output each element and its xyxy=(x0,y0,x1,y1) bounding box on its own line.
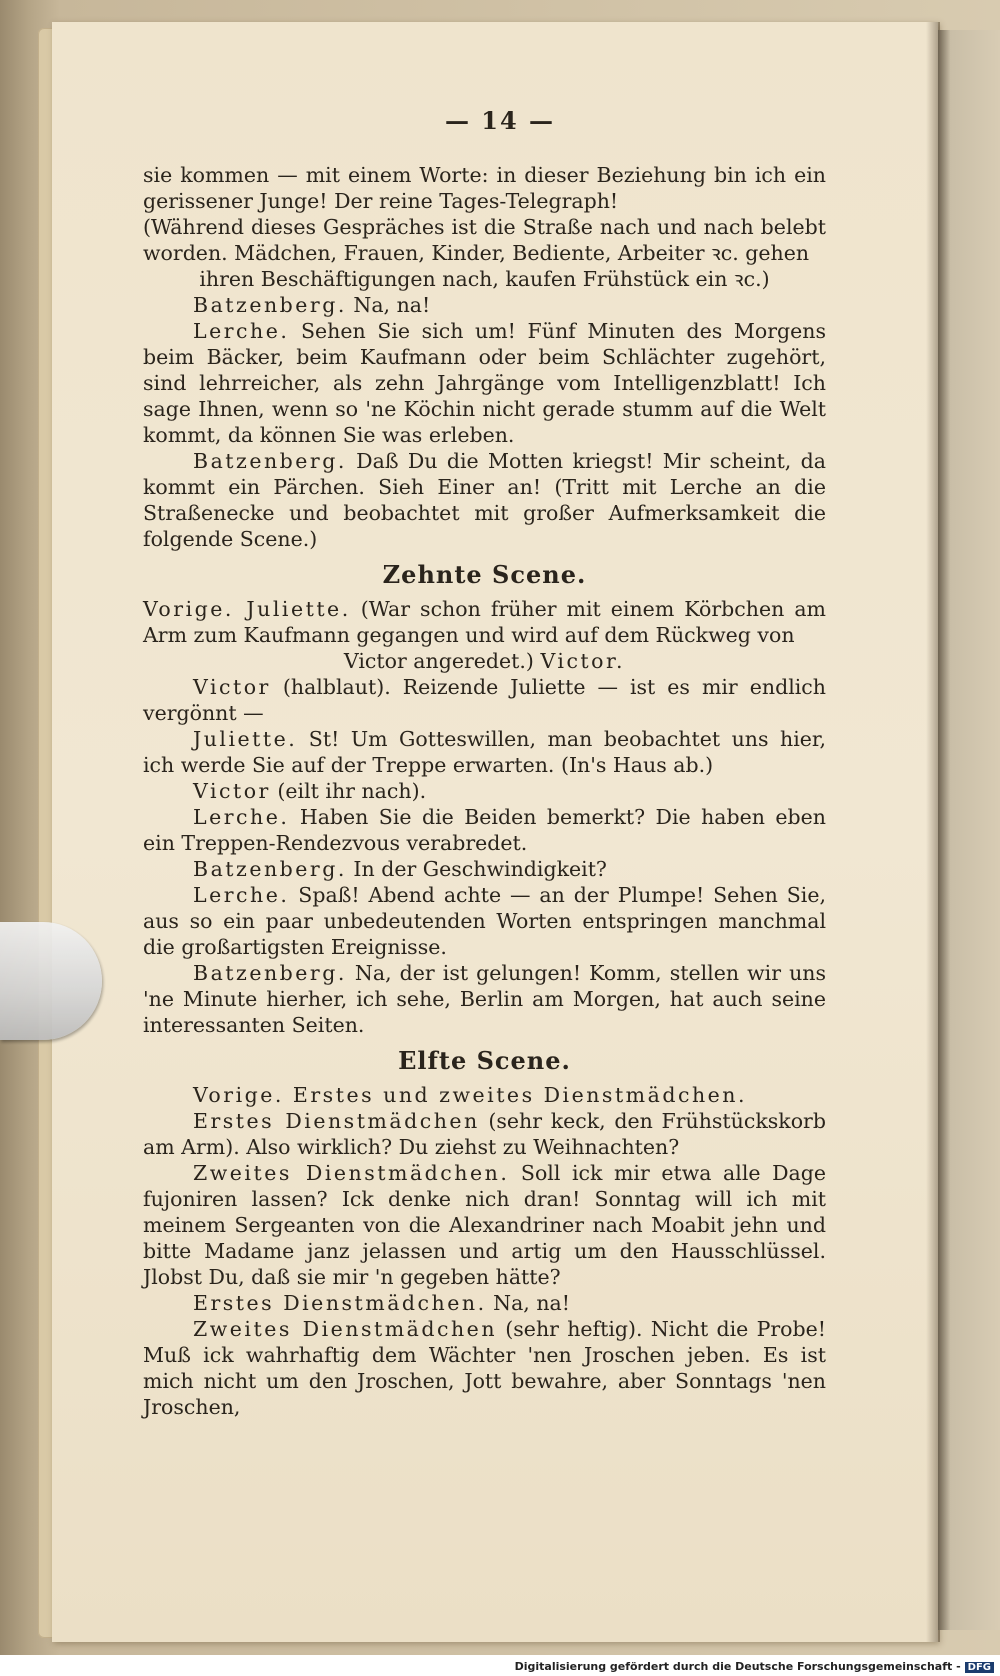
speaker: Erstes Dienstmädchen xyxy=(193,1109,480,1133)
dialogue-line xyxy=(143,1316,826,1420)
dialogue-line xyxy=(143,448,826,552)
speech: (sehr keck, den Frühstückskorb am Arm). Also wirklich? Du ziehst zu Weihnachten? xyxy=(143,1109,826,1159)
dialogue-line xyxy=(143,856,826,882)
dialogue-line xyxy=(143,804,826,856)
dialogue-line xyxy=(143,1108,826,1160)
speaker: Victor xyxy=(193,779,271,803)
speech: St! Um Gotteswillen, man beobachtet uns hier, ich werde Sie auf der Treppe erwarten. (In's Haus ab.) xyxy=(143,727,826,777)
speech: In der Geschwindigkeit? xyxy=(346,857,607,881)
speaker: Lerche. xyxy=(193,805,290,829)
speaker: Zweites Dienstmädchen xyxy=(193,1317,498,1341)
stage-direction xyxy=(143,648,826,674)
speech: Na, na! xyxy=(486,1291,570,1315)
speech: Haben Sie die Beiden bemerkt? Die haben eben ein Treppen-Rendezvous verabredet. xyxy=(143,805,826,855)
speech: Daß Du die Motten kriegst! Mir scheint, da kommt ein Pärchen. Sieh Einer an! (Tritt mit Lerche an die Straßenecke und beobachtet mit großer Aufmerksamkeit die folgende Scene.) xyxy=(143,449,826,551)
dfg-logo: DFG xyxy=(965,1662,994,1673)
speaker: Batzenberg. xyxy=(193,449,347,473)
dialogue-line xyxy=(143,960,826,1038)
dialogue-line xyxy=(143,318,826,448)
speech: Soll ick mir etwa alle Dage fujoniren lassen? Ick denke nich dran! Sonntag will ich mit meinem Sergeanten von die Alexandriner nach Moabit jehn und bitte Madame janz jelassen und artig um den Hausschlüssel. Jlobst Du, daß sie mir 'n gegeben hätte? xyxy=(143,1161,826,1289)
page-text xyxy=(143,162,826,1420)
dialogue-line xyxy=(143,882,826,960)
dialogue-line xyxy=(143,1160,826,1290)
speaker: Batzenberg. xyxy=(193,293,347,317)
speech: Spaß! Abend achte — an der Plumpe! Sehen Sie, aus so ein paar unbedeutenden Worten entspringen manchmal die großartigsten Ereignisse. xyxy=(143,883,826,959)
speech: (eilt ihr nach). xyxy=(270,779,427,803)
scene-heading: Elfte Scene. xyxy=(398,1046,571,1075)
speech: Na, der ist gelungen! Komm, stellen wir uns 'ne Minute hierher, ich sehe, Berlin am Morgen, hat auch seine interessanten Seiten. xyxy=(143,961,826,1037)
speaker: Lerche. xyxy=(193,319,290,343)
speaker: Erstes Dienstmädchen. xyxy=(193,1291,487,1315)
credit-text: Digitalisierung gefördert durch die Deutsche Forschungsgemeinschaft - xyxy=(514,1660,961,1673)
dialogue-line xyxy=(143,726,826,778)
dialogue-line xyxy=(143,778,826,804)
characters: Vorige. xyxy=(193,1083,284,1107)
speaker: Lerche. xyxy=(193,883,290,907)
dialogue-line xyxy=(143,674,826,726)
stage-direction xyxy=(143,1082,826,1108)
direction: (War schon früher mit einem Körbchen am Arm zum Kaufmann gegangen und wird auf dem Rückweg von xyxy=(143,597,826,647)
characters: Erstes und zweites Dienstmädchen. xyxy=(283,1083,748,1107)
paragraph: sie kommen — mit einem Worte: in dieser Beziehung bin ich ein gerissener Junge! Der reine Tages-Telegraph! xyxy=(143,163,826,213)
speaker: Zweites Dienstmädchen. xyxy=(193,1161,510,1185)
speech: Na, na! xyxy=(346,293,431,317)
facing-page-edge xyxy=(938,30,1000,1630)
speech: Sehen Sie sich um! Fünf Minuten des Morgens beim Bäcker, beim Kaufmann oder beim Schlächter zugehört, sind lehrreicher, als zehn Jahrgänge vom Intelligenzblatt! Ich sage Ihnen, wenn so 'ne Köchin nicht gerade stumm auf die Welt kommt, da können Sie was erleben. xyxy=(143,319,826,447)
speaker: Batzenberg. xyxy=(193,857,347,881)
speech: (halblaut). Reizende Juliette — ist es mir endlich vergönnt — xyxy=(143,675,826,725)
characters: Victor. xyxy=(540,649,626,673)
page-number: — 14 — xyxy=(444,106,556,135)
dialogue-line xyxy=(143,292,826,318)
characters: Juliette. xyxy=(233,597,351,621)
dialogue-line xyxy=(143,1290,826,1316)
stage-direction xyxy=(143,596,826,648)
speaker: Juliette. xyxy=(193,727,298,751)
digitization-credit xyxy=(515,1660,994,1673)
speaker: Batzenberg. xyxy=(193,961,347,985)
direction: Victor angeredet.) xyxy=(343,649,541,673)
stage-direction: ihren Beschäftigungen nach, kaufen Frühstück ein ꝛc.) xyxy=(199,267,770,291)
speech: (sehr heftig). Nicht die Probe! Muß ick wahrhaftig dem Wächter 'nen Jroschen jeben. Es ist mich nicht um den Jroschen, Jott bewahre, aber Sonntags 'nen Jroschen, xyxy=(143,1317,826,1419)
speaker: Victor xyxy=(193,675,271,699)
scene-heading: Zehnte Scene. xyxy=(382,560,587,589)
stage-direction: (Während dieses Gespräches ist die Straße nach und nach belebt worden. Mädchen, Frauen, Kinder, Bediente, Arbeiter ꝛc. gehen xyxy=(143,215,826,265)
characters: Vorige. xyxy=(143,597,234,621)
